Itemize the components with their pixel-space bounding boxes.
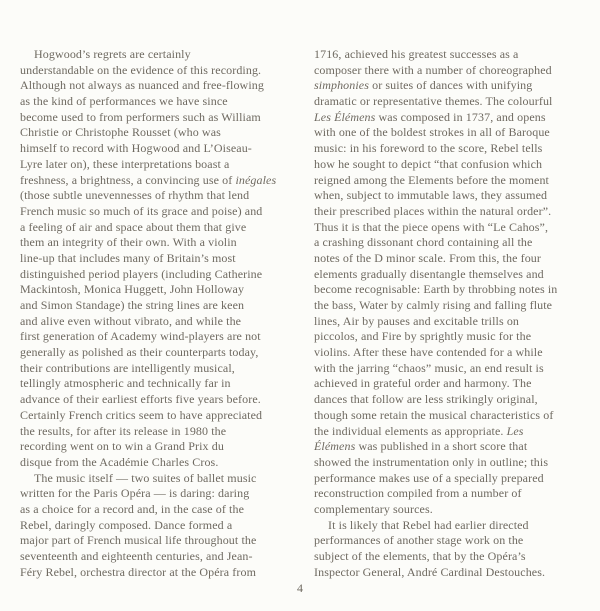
text-segment: music: in his foreword to the score, Rebel tells <box>314 141 543 156</box>
text-line <box>20 329 306 345</box>
text-line <box>20 439 306 455</box>
text-segment: was composed in 1737, and opens <box>375 109 546 124</box>
text-segment: the results, for after its release in 1980 the <box>20 423 227 438</box>
text-line <box>314 298 600 314</box>
text-segment: Hogwood’s regrets are certainly <box>34 47 191 61</box>
text-segment: with the jarring “chaos” music, an end result is <box>314 360 544 375</box>
text-segment: understandable on the evidence of this recording. <box>20 62 262 77</box>
text-line <box>314 125 600 141</box>
text-segment: seventeenth and eighteenth centuries, and Jean- <box>20 549 253 563</box>
text-segment: lines, Air by pauses and excitable trills on <box>314 313 520 328</box>
text-segment: recording went on to win a Grand Prix du <box>20 439 224 454</box>
text-segment: as a choice for a record and, in the case of the <box>20 501 245 516</box>
text-line <box>20 471 306 487</box>
text-segment: performance makes use of a specially prepared <box>314 470 544 485</box>
text-line <box>20 361 306 377</box>
text-line <box>314 376 600 392</box>
text-segment: become recognisable: Earth by throbbing notes in <box>314 282 558 297</box>
text-line <box>20 141 306 157</box>
text-segment: their prescribed places within the natural order”. <box>314 203 552 218</box>
text-segment: showed the instrumentation only in outline; this <box>314 454 549 469</box>
text-segment: violins. After these have contended for a while <box>314 345 543 360</box>
text-segment: and alive even without vibrato, and while the <box>20 313 242 328</box>
text-line <box>20 125 306 141</box>
text-segment: subject of the elements, that by the Opéra’s <box>314 549 526 563</box>
text-line <box>20 251 306 267</box>
text-line <box>314 345 600 361</box>
text-line <box>314 486 600 502</box>
text-line <box>314 220 600 236</box>
text-segment: composer there with a number of choreographed <box>314 62 552 77</box>
text-line <box>314 455 600 471</box>
italic-text-segment: Élémens <box>314 439 356 454</box>
text-segment: the individual elements as appropriate. <box>314 423 507 438</box>
text-segment: dances that follow are less strikingly original, <box>314 392 538 407</box>
text-segment: Rebel, daringly composed. Dance formed a <box>20 517 233 532</box>
text-segment: Inspector General, André Cardinal Destouches. <box>314 564 546 579</box>
text-segment: disque from the Académie Charles Cros. <box>20 454 219 469</box>
text-line <box>20 157 306 173</box>
text-column-right <box>314 47 600 580</box>
text-segment: complementary sources. <box>314 501 433 516</box>
text-segment: with one of the boldest strokes in all of Baroque <box>314 125 550 140</box>
text-line <box>314 267 600 283</box>
text-line <box>314 314 600 330</box>
text-line <box>314 47 600 63</box>
text-line <box>314 518 600 534</box>
text-segment: when, subject to immutable laws, they assumed <box>314 188 548 203</box>
text-line <box>314 502 600 518</box>
text-line <box>314 439 600 455</box>
text-line <box>20 518 306 534</box>
text-line <box>314 173 600 189</box>
text-line <box>314 361 600 377</box>
text-line <box>314 565 600 581</box>
text-line <box>314 392 600 408</box>
text-segment: and Simon Standage) the string lines are keen <box>20 298 245 312</box>
text-line <box>20 345 306 361</box>
text-segment: a feeling of air and space about them that give <box>20 219 247 234</box>
text-segment: them an integrity of their own. With a violin <box>20 235 237 250</box>
text-segment: tellingly atmospheric and technically far in <box>20 376 231 391</box>
text-line <box>314 110 600 126</box>
text-segment: written for the Paris Opéra — is daring: daring <box>20 486 250 501</box>
text-segment: The music itself — two suites of ballet music <box>34 470 257 485</box>
text-segment: how he sought to depict “that confusion which <box>314 156 543 171</box>
text-segment: piccolos, and Fire by sprightly music for the <box>314 329 532 344</box>
text-segment: reconstruction compiled from a number of <box>314 486 522 501</box>
text-line <box>314 235 600 251</box>
text-segment: Lyre later on), these interpretations boast a <box>20 156 230 171</box>
text-line <box>314 282 600 298</box>
text-line <box>20 549 306 565</box>
text-line <box>314 204 600 220</box>
text-line <box>314 471 600 487</box>
text-segment: a crashing dissonant chord containing all the <box>314 235 533 250</box>
text-line <box>20 314 306 330</box>
text-segment: or suites of dances with unifying <box>369 78 533 93</box>
text-segment: as the kind of performances we have since <box>20 94 228 109</box>
text-segment: first generation of Academy wind-players are not <box>20 329 261 344</box>
text-line <box>314 94 600 110</box>
text-line <box>20 188 306 204</box>
text-segment: himself to record with Hogwood and L’Oiseau- <box>20 141 252 156</box>
text-line <box>20 47 306 63</box>
text-line <box>314 157 600 173</box>
text-line <box>314 408 600 424</box>
text-segment: the bass, Water by calmly rising and falling flute <box>314 298 553 312</box>
text-line <box>20 502 306 518</box>
text-segment: 1716, achieved his greatest successes as a <box>314 47 519 61</box>
text-segment: Christie or Christophe Rousset (who was <box>20 125 221 140</box>
text-segment: was published in a short score that <box>355 439 528 454</box>
text-segment: performances of another stage work on the <box>314 533 524 548</box>
text-segment: generally as polished as their counterparts today, <box>20 345 259 360</box>
italic-text-segment: inégales <box>235 172 277 187</box>
text-line <box>20 424 306 440</box>
text-segment: notes of the D minor scale. From this, the four <box>314 250 541 265</box>
text-segment: elements gradually disentangle themselves and <box>314 266 544 281</box>
text-line <box>20 94 306 110</box>
text-segment: It is likely that Rebel had earlier directed <box>328 517 529 532</box>
text-segment: major part of French musical life throughout the <box>20 533 257 548</box>
text-line <box>20 63 306 79</box>
text-line <box>314 549 600 565</box>
text-line <box>314 63 600 79</box>
text-line <box>20 533 306 549</box>
text-segment: Certainly French critics seem to have appreciated <box>20 407 263 422</box>
text-segment: achieved in grateful order and harmony. The <box>314 376 532 391</box>
page-number: 4 <box>297 581 303 595</box>
text-line <box>20 267 306 283</box>
text-segment: though some retain the musical characteristics of <box>314 407 554 422</box>
text-segment: Féry Rebel, orchestra director at the Opéra from <box>20 564 257 579</box>
text-segment: Mackintosh, Monica Huggett, John Holloway <box>20 282 245 297</box>
text-line <box>20 565 306 581</box>
text-segment: reigned among the Elements before the moment <box>314 172 549 187</box>
italic-text-segment: Les <box>506 423 524 438</box>
text-line <box>20 204 306 220</box>
text-line <box>20 486 306 502</box>
text-segment: dramatic or representative themes. The colourful <box>314 94 553 109</box>
text-segment: become used to from performers such as William <box>20 109 261 124</box>
text-line <box>20 392 306 408</box>
text-line <box>20 78 306 94</box>
text-line <box>20 455 306 471</box>
text-segment: distinguished period players (including Catherine <box>20 266 263 281</box>
text-column-left <box>20 47 306 580</box>
text-line <box>314 188 600 204</box>
text-line <box>314 251 600 267</box>
text-line <box>20 173 306 189</box>
text-line <box>20 376 306 392</box>
text-line <box>20 220 306 236</box>
text-line <box>20 298 306 314</box>
text-line <box>314 533 600 549</box>
text-segment: Thus it is that the piece opens with “Le Cahos”, <box>314 219 549 234</box>
italic-text-segment: simphonies <box>314 78 369 93</box>
text-line <box>314 141 600 157</box>
text-line <box>314 424 600 440</box>
text-line <box>20 408 306 424</box>
text-segment: Although not always as nuanced and free-flowing <box>20 78 264 93</box>
text-line <box>314 329 600 345</box>
text-segment: French music so much of its grace and poise) and <box>20 203 263 218</box>
text-line <box>20 282 306 298</box>
text-segment: freshness, a brightness, a convincing use of <box>20 172 236 187</box>
text-line <box>20 110 306 126</box>
text-segment: (those subtle unevennesses of rhythm that lend <box>20 188 250 203</box>
text-line <box>314 78 600 94</box>
text-segment: line-up that includes many of Britain’s most <box>20 250 236 265</box>
text-segment: advance of their earliest efforts five years before. <box>20 392 261 407</box>
text-segment: their contributions are intelligently musical, <box>20 360 235 375</box>
italic-text-segment: Les Élémens <box>314 109 376 124</box>
text-line <box>20 235 306 251</box>
